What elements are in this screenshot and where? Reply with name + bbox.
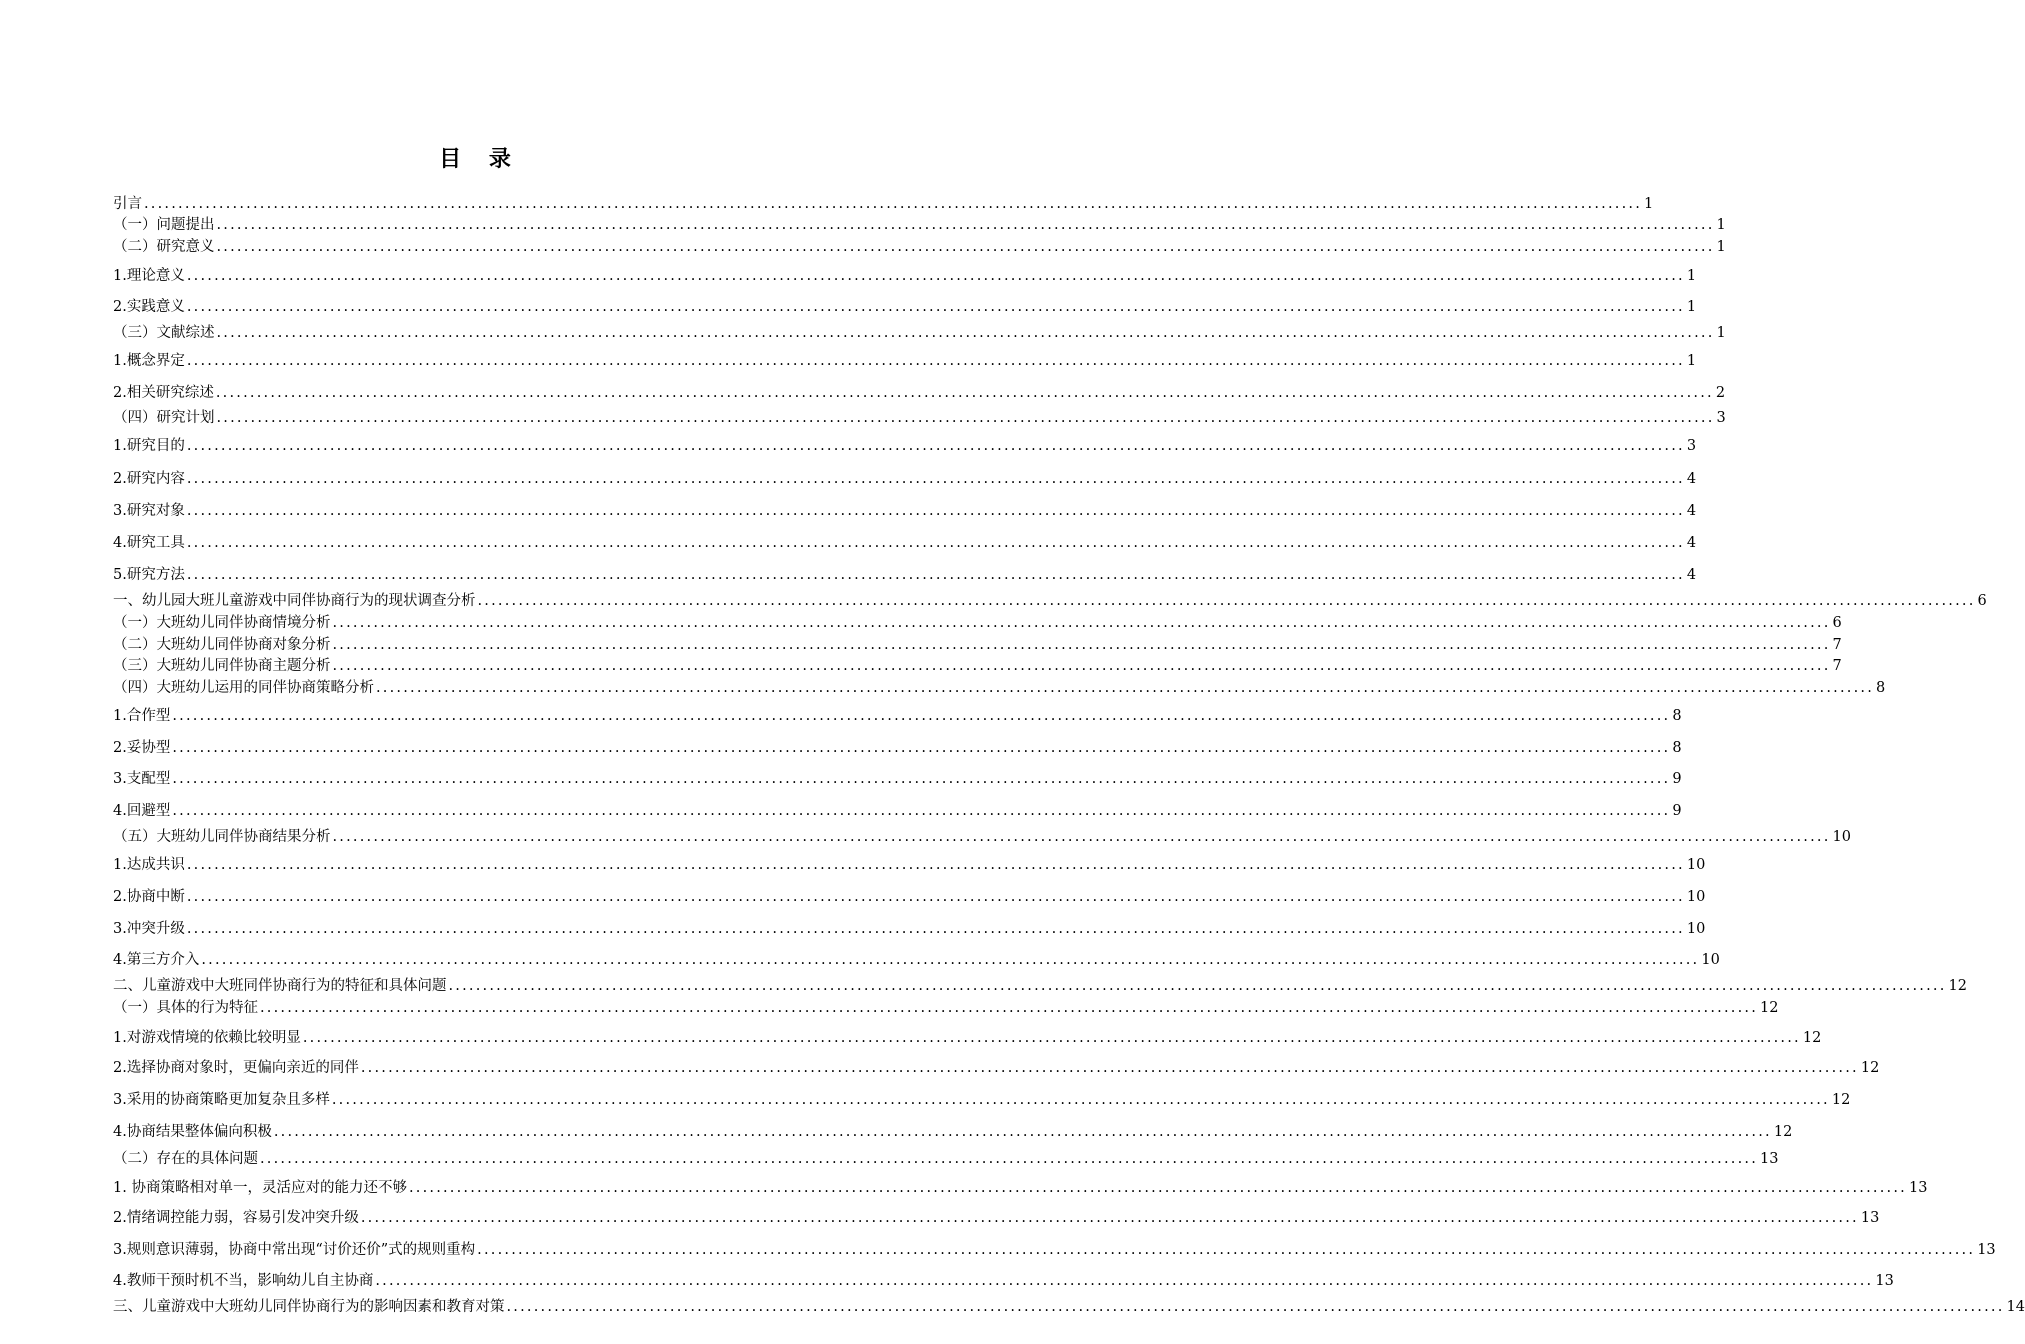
toc-leader-dots: ............................................................................................................................................................................................................................ (186, 535, 1685, 551)
toc-entry[interactable] (113, 1297, 2025, 1317)
toc-entry[interactable] (113, 613, 1842, 633)
toc-entry-text: 3.采用的协商策略更加复杂且多样 (113, 1092, 330, 1108)
toc-entry-text: 2.情绪调控能力弱，容易引发冲突升级 (113, 1210, 359, 1226)
toc-page-number: 10 (1701, 952, 1720, 968)
toc-entry[interactable] (113, 827, 1851, 847)
toc-entry[interactable] (113, 408, 1726, 428)
toc-page-number: 10 (1686, 921, 1706, 937)
toc-entry[interactable] (113, 237, 1726, 257)
toc-leader-dots: ............................................................................................................................................................................................................................ (332, 637, 1831, 653)
toc-entry[interactable] (113, 1090, 1851, 1110)
toc-leader-dots: ............................................................................................................................................................................................................................ (273, 1124, 1772, 1140)
toc-entry[interactable] (113, 706, 1682, 726)
toc-page-number: 10 (1686, 889, 1706, 905)
toc-leader-dots: ............................................................................................................................................................................................................................ (186, 503, 1685, 519)
toc-entry-text: 2.相关研究综述 (113, 385, 214, 401)
toc-page-number: 10 (1686, 857, 1706, 873)
toc-entry-text: （三）大班幼儿同伴协商主题分析 (113, 658, 331, 674)
toc-entry[interactable] (113, 194, 1654, 214)
toc-entry-text: 1.概念界定 (113, 353, 185, 369)
toc-page-number: 6 (1977, 593, 1987, 609)
toc-entry[interactable] (113, 323, 1726, 343)
toc-entry[interactable] (113, 469, 1697, 489)
toc-entry[interactable] (113, 801, 1682, 821)
toc-entry-text: 3.研究对象 (113, 503, 185, 519)
toc-entry[interactable] (113, 769, 1682, 789)
toc-entry-text: 1.研究目的 (113, 438, 185, 454)
toc-entry[interactable] (113, 887, 1706, 907)
toc-entry[interactable] (113, 1208, 1880, 1228)
toc-page-number: 14 (2006, 1299, 2025, 1315)
toc-page-number: 3 (1716, 410, 1726, 426)
toc-leader-dots: ............................................................................................................................................................................................................................ (172, 771, 1671, 787)
toc-page-number: 13 (1875, 1273, 1894, 1289)
toc-entry[interactable] (113, 266, 1697, 286)
toc-entry[interactable] (113, 738, 1682, 758)
toc-entry-text: 4.教师干预时机不当，影响幼儿自主协商 (113, 1273, 374, 1289)
toc-entry-text: 一、幼儿园大班儿童游戏中同伴协商行为的现状调查分析 (113, 593, 476, 609)
toc-page-number: 7 (1832, 658, 1842, 674)
toc-entry[interactable] (113, 297, 1697, 317)
toc-entry-text: （三）文献综述 (113, 325, 215, 341)
toc-leader-dots: ............................................................................................................................................................................................................................ (332, 658, 1831, 674)
toc-entry-text: （二）研究意义 (113, 239, 215, 255)
toc-entry-text: 1.合作型 (113, 708, 171, 724)
toc-page-number: 1 (1716, 325, 1726, 341)
toc-leader-dots: ............................................................................................................................................................................................................................ (360, 1210, 1859, 1226)
toc-leader-dots: ............................................................................................................................................................................................................................ (332, 829, 1831, 845)
toc-entry-text: （一）具体的行为特征 (113, 1000, 258, 1016)
toc-entry[interactable] (113, 635, 1842, 655)
toc-entry-text: 1.对游戏情境的依赖比较明显 (113, 1030, 301, 1046)
toc-entry[interactable] (113, 1271, 1894, 1291)
toc-entry[interactable] (113, 1240, 1996, 1260)
toc-leader-dots: ............................................................................................................................................................................................................................ (216, 217, 1715, 233)
toc-leader-dots: ............................................................................................................................................................................................................................ (302, 1030, 1801, 1046)
toc-entry[interactable] (113, 950, 1720, 970)
toc-entry[interactable] (113, 565, 1697, 585)
toc-page-number: 13 (1908, 1180, 1928, 1196)
toc-page-number: 1 (1686, 268, 1697, 284)
toc-entry[interactable] (113, 678, 1886, 698)
toc-entry-text: （二）大班幼儿同伴协商对象分析 (113, 637, 331, 653)
toc-leader-dots: ............................................................................................................................................................................................................................ (448, 978, 1947, 994)
toc-leader-dots: ............................................................................................................................................................................................................................ (215, 385, 1714, 401)
toc-entry[interactable] (113, 591, 1987, 611)
toc-page-number: 4 (1686, 567, 1697, 583)
toc-page-number: 1 (1644, 196, 1654, 212)
toc-leader-dots: ............................................................................................................................................................................................................................ (186, 889, 1685, 905)
toc-entry-text: 5.研究方法 (113, 567, 185, 583)
toc-leader-dots: ............................................................................................................................................................................................................................ (260, 1000, 1759, 1016)
toc-page-number: 1 (1716, 217, 1726, 233)
toc-page-number: 12 (1831, 1092, 1851, 1108)
toc-page-number: 8 (1672, 708, 1682, 724)
toc-leader-dots: ............................................................................................................................................................................................................................ (172, 708, 1671, 724)
toc-leader-dots: ............................................................................................................................................................................................................................ (216, 239, 1715, 255)
toc-leader-dots: ............................................................................................................................................................................................................................ (186, 438, 1685, 454)
toc-entry[interactable] (113, 855, 1706, 875)
toc-entry[interactable] (113, 436, 1697, 456)
toc-leader-dots: ............................................................................................................................................................................................................................ (506, 1299, 2005, 1315)
toc-page-number: 12 (1802, 1030, 1822, 1046)
toc-entry-text: （四）研究计划 (113, 410, 215, 426)
toc-entry-text: 引言 (113, 196, 142, 212)
toc-entry-text: 3.支配型 (113, 771, 171, 787)
toc-entry-text: （四）大班幼儿运用的同伴协商策略分析 (113, 680, 374, 696)
toc-entry-text: （一）问题提出 (113, 217, 215, 233)
toc-entry[interactable] (113, 919, 1706, 939)
toc-entry[interactable] (113, 215, 1726, 235)
toc-entry-text: 4.研究工具 (113, 535, 185, 551)
toc-leader-dots: ............................................................................................................................................................................................................................ (331, 1092, 1830, 1108)
toc-leader-dots: ............................................................................................................................................................................................................................ (216, 410, 1715, 426)
toc-leader-dots: ............................................................................................................................................................................................................................ (408, 1180, 1907, 1196)
toc-entry-text: 1. 协商策略相对单一，灵活应对的能力还不够 (113, 1180, 407, 1196)
toc-leader-dots: ............................................................................................................................................................................................................................ (332, 615, 1831, 631)
toc-entry[interactable] (113, 501, 1697, 521)
toc-page-number: 3 (1686, 438, 1697, 454)
toc-page-number: 9 (1672, 803, 1682, 819)
toc-entry-text: 2.妥协型 (113, 740, 171, 756)
toc-leader-dots: ............................................................................................................................................................................................................................ (477, 593, 1976, 609)
toc-page-number: 4 (1686, 471, 1697, 487)
toc-entry[interactable] (113, 1149, 1779, 1169)
toc-leader-dots: ............................................................................................................................................................................................................................ (375, 1273, 1874, 1289)
toc-entry-text: 二、儿童游戏中大班同伴协商行为的特征和具体问题 (113, 978, 447, 994)
toc-entry[interactable] (113, 1178, 1928, 1198)
toc-entry-text: 1.理论意义 (113, 268, 185, 284)
toc-page-number: 1 (1716, 239, 1726, 255)
toc-entry-text: （五）大班幼儿同伴协商结果分析 (113, 829, 331, 845)
toc-leader-dots: ............................................................................................................................................................................................................................ (360, 1060, 1859, 1076)
toc-entry-text: 1.达成共识 (113, 857, 185, 873)
toc-entry-text: 3.冲突升级 (113, 921, 185, 937)
toc-leader-dots: ............................................................................................................................................................................................................................ (144, 196, 1643, 212)
toc-entry[interactable] (113, 1122, 1793, 1142)
toc-entry[interactable] (113, 383, 1726, 403)
toc-page-number: 12 (1760, 1000, 1779, 1016)
toc-entry-text: 4.回避型 (113, 803, 171, 819)
toc-page-number: 1 (1686, 299, 1697, 315)
toc-page-number: 2 (1715, 385, 1726, 401)
toc-entry-text: 2.实践意义 (113, 299, 185, 315)
toc-entry[interactable] (113, 1058, 1880, 1078)
toc-entry-text: 4.协商结果整体偏向积极 (113, 1124, 272, 1140)
toc-entry-text: 3.规则意识薄弱，协商中常出现“讨价还价”式的规则重构 (113, 1242, 476, 1258)
toc-page-number: 4 (1686, 503, 1697, 519)
toc-entry[interactable] (113, 533, 1697, 553)
toc-leader-dots: ............................................................................................................................................................................................................................ (477, 1242, 1976, 1258)
toc-leader-dots: ............................................................................................................................................................................................................................ (186, 299, 1685, 315)
toc-page-number: 13 (1977, 1242, 1996, 1258)
toc-leader-dots: ............................................................................................................................................................................................................................ (186, 857, 1685, 873)
toc-leader-dots: ............................................................................................................................................................................................................................ (260, 1151, 1759, 1167)
page-title: 目 录 (439, 147, 521, 172)
toc-entry-text: 三、儿童游戏中大班幼儿同伴协商行为的影响因素和教育对策 (113, 1299, 505, 1315)
toc-entry[interactable] (113, 351, 1697, 371)
toc-entry[interactable] (113, 1028, 1822, 1048)
toc-entry[interactable] (113, 976, 1967, 996)
toc-page-number: 12 (1773, 1124, 1793, 1140)
toc-entry-text: 4.第三方介入 (113, 952, 200, 968)
toc-leader-dots: ............................................................................................................................................................................................................................ (186, 471, 1685, 487)
toc-page-number: 1 (1686, 353, 1697, 369)
toc-leader-dots: ............................................................................................................................................................................................................................ (186, 268, 1685, 284)
toc-entry-text: （二）存在的具体问题 (113, 1151, 258, 1167)
toc-leader-dots: ............................................................................................................................................................................................................................ (216, 325, 1715, 341)
toc-page-number: 13 (1860, 1210, 1880, 1226)
toc-entry[interactable] (113, 656, 1842, 676)
toc-leader-dots: ............................................................................................................................................................................................................................ (172, 740, 1671, 756)
toc-leader-dots: ............................................................................................................................................................................................................................ (186, 921, 1685, 937)
toc-page-number: 13 (1760, 1151, 1779, 1167)
toc-leader-dots: ............................................................................................................................................................................................................................ (201, 952, 1700, 968)
toc-entry[interactable] (113, 998, 1779, 1018)
toc-entry-text: （一）大班幼儿同伴协商情境分析 (113, 615, 331, 631)
toc-entry-text: 2.选择协商对象时，更偏向亲近的同伴 (113, 1060, 359, 1076)
toc-leader-dots: ............................................................................................................................................................................................................................ (186, 567, 1685, 583)
toc-page-number: 8 (1672, 740, 1682, 756)
toc-entry-text: 2.协商中断 (113, 889, 185, 905)
toc-page-number: 8 (1876, 680, 1886, 696)
toc-page-number: 10 (1832, 829, 1851, 845)
toc-page-number: 12 (1860, 1060, 1880, 1076)
toc-leader-dots: ............................................................................................................................................................................................................................ (376, 680, 1875, 696)
toc-leader-dots: ............................................................................................................................................................................................................................ (172, 803, 1671, 819)
toc-page-number: 4 (1686, 535, 1697, 551)
toc-page-number: 7 (1832, 637, 1842, 653)
toc-page-number: 12 (1948, 978, 1967, 994)
toc-leader-dots: ............................................................................................................................................................................................................................ (186, 353, 1685, 369)
toc-page-number: 6 (1832, 615, 1842, 631)
toc-entry-text: 2.研究内容 (113, 471, 185, 487)
toc-page-number: 9 (1672, 771, 1682, 787)
